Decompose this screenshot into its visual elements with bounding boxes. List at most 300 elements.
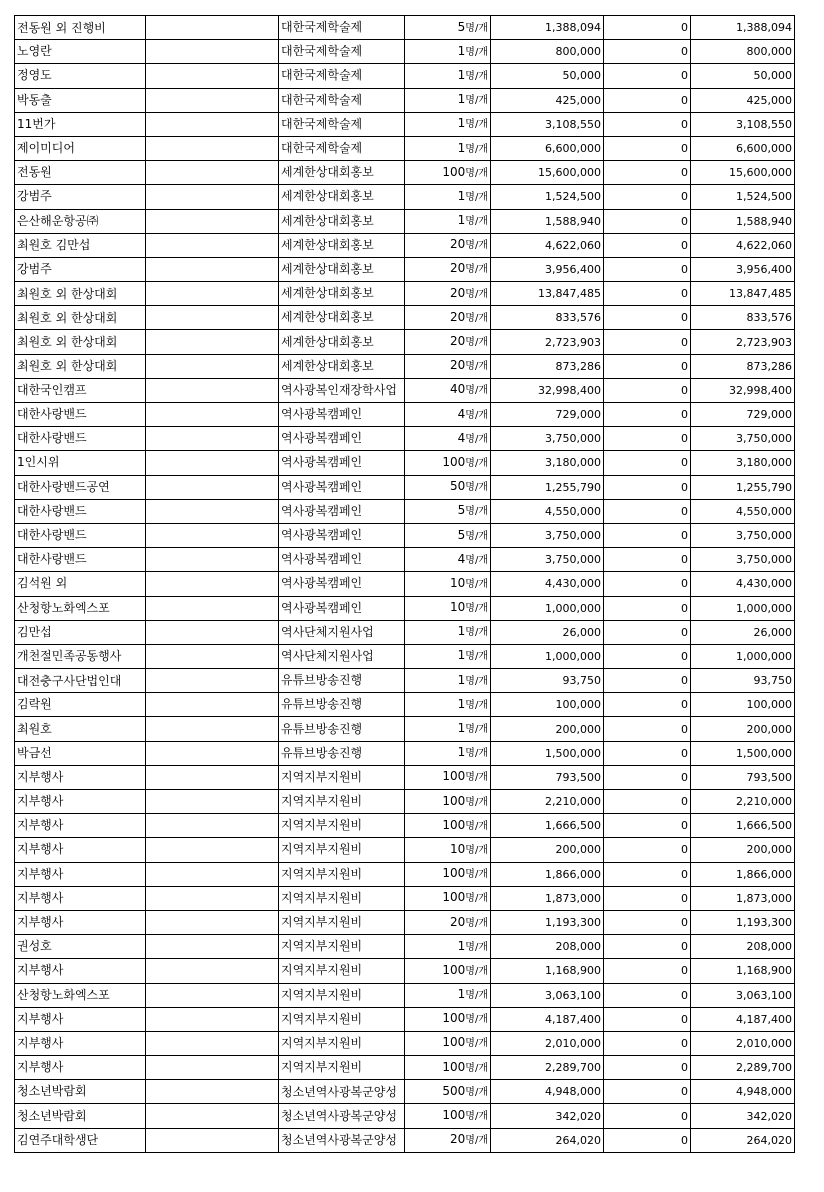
- payee-cell: 지부행사: [15, 910, 146, 934]
- total-cell: 50,000: [691, 64, 795, 88]
- total-cell: 793,500: [691, 765, 795, 789]
- total-cell: 2,289,700: [691, 1056, 795, 1080]
- category-cell: 역사단체지원사업: [279, 644, 405, 668]
- category-cell: 세계한상대회홍보: [279, 161, 405, 185]
- payee-cell: 대전충구사단법인대: [15, 669, 146, 693]
- total-cell: 1,588,940: [691, 209, 795, 233]
- deduction-cell: 0: [604, 161, 691, 185]
- quantity-unit: 명/개: [465, 651, 488, 663]
- payee-cell: 산청항노화엑스포: [15, 596, 146, 620]
- deduction-cell: 0: [604, 910, 691, 934]
- category-cell: 지역지부지원비: [279, 838, 405, 862]
- payee-cell: 대한사랑밴드: [15, 548, 146, 572]
- total-cell: 208,000: [691, 935, 795, 959]
- blank-cell: [146, 282, 279, 306]
- deduction-cell: 0: [604, 620, 691, 644]
- blank-cell: [146, 185, 279, 209]
- category-cell: 지역지부지원비: [279, 983, 405, 1007]
- payee-cell: 김석원 외: [15, 572, 146, 596]
- quantity-unit: 명/개: [465, 337, 488, 349]
- quantity-cell: [405, 403, 491, 427]
- blank-cell: [146, 306, 279, 330]
- amount-cell: 2,723,903: [491, 330, 604, 354]
- quantity-value: 1: [457, 92, 466, 107]
- amount-cell: 93,750: [491, 669, 604, 693]
- total-cell: 1,666,500: [691, 814, 795, 838]
- category-cell: 지역지부지원비: [279, 1031, 405, 1055]
- table-row: [15, 209, 795, 233]
- deduction-cell: 0: [604, 838, 691, 862]
- blank-cell: [146, 741, 279, 765]
- quantity-value: 1: [457, 624, 466, 639]
- blank-cell: [146, 233, 279, 257]
- quantity-cell: [405, 40, 491, 64]
- quantity-cell: [405, 499, 491, 523]
- blank-cell: [146, 378, 279, 402]
- quantity-cell: [405, 1080, 491, 1104]
- quantity-value: 20: [450, 914, 466, 929]
- quantity-unit: 명/개: [465, 433, 488, 445]
- payee-cell: 최원호 외 한상대회: [15, 306, 146, 330]
- total-cell: 833,576: [691, 306, 795, 330]
- amount-cell: 100,000: [491, 693, 604, 717]
- amount-cell: 2,210,000: [491, 790, 604, 814]
- table-row: [15, 910, 795, 934]
- blank-cell: [146, 644, 279, 668]
- quantity-cell: [405, 693, 491, 717]
- category-cell: 역사단체지원사업: [279, 620, 405, 644]
- amount-cell: 3,750,000: [491, 548, 604, 572]
- deduction-cell: 0: [604, 717, 691, 741]
- deduction-cell: 0: [604, 16, 691, 40]
- quantity-unit: 명/개: [465, 554, 488, 566]
- blank-cell: [146, 354, 279, 378]
- category-cell: 유튜브방송진행: [279, 693, 405, 717]
- quantity-value: 100: [442, 962, 466, 977]
- table-row: [15, 814, 795, 838]
- deduction-cell: 0: [604, 257, 691, 281]
- payee-cell: 대한국인캠프: [15, 378, 146, 402]
- blank-cell: [146, 136, 279, 160]
- category-cell: 역사광복캠페인: [279, 596, 405, 620]
- quantity-unit: 명/개: [465, 22, 488, 34]
- total-cell: 2,210,000: [691, 790, 795, 814]
- table-row: [15, 88, 795, 112]
- total-cell: 729,000: [691, 403, 795, 427]
- quantity-cell: [405, 669, 491, 693]
- quantity-unit: 명/개: [465, 288, 488, 300]
- total-cell: 15,600,000: [691, 161, 795, 185]
- category-cell: 대한국제학술제: [279, 112, 405, 136]
- table-row: [15, 282, 795, 306]
- quantity-cell: [405, 814, 491, 838]
- blank-cell: [146, 112, 279, 136]
- total-cell: 93,750: [691, 669, 795, 693]
- deduction-cell: 0: [604, 1056, 691, 1080]
- category-cell: 세계한상대회홍보: [279, 330, 405, 354]
- blank-cell: [146, 88, 279, 112]
- quantity-value: 100: [442, 1011, 466, 1026]
- quantity-cell: [405, 161, 491, 185]
- amount-cell: 800,000: [491, 40, 604, 64]
- quantity-unit: 명/개: [465, 1038, 488, 1050]
- quantity-cell: [405, 572, 491, 596]
- quantity-cell: [405, 910, 491, 934]
- total-cell: 1,000,000: [691, 596, 795, 620]
- deduction-cell: 0: [604, 427, 691, 451]
- blank-cell: [146, 717, 279, 741]
- table-row: [15, 717, 795, 741]
- amount-cell: 15,600,000: [491, 161, 604, 185]
- total-cell: 200,000: [691, 717, 795, 741]
- total-cell: 3,063,100: [691, 983, 795, 1007]
- quantity-value: 1: [457, 987, 466, 1002]
- deduction-cell: 0: [604, 112, 691, 136]
- quantity-unit: 명/개: [465, 385, 488, 397]
- total-cell: 13,847,485: [691, 282, 795, 306]
- quantity-value: 20: [450, 358, 466, 373]
- table-row: [15, 669, 795, 693]
- deduction-cell: 0: [604, 1007, 691, 1031]
- category-cell: 역사광복인재장학사업: [279, 378, 405, 402]
- blank-cell: [146, 16, 279, 40]
- quantity-unit: 명/개: [465, 264, 488, 276]
- blank-cell: [146, 1031, 279, 1055]
- total-cell: 26,000: [691, 620, 795, 644]
- quantity-value: 1: [457, 696, 466, 711]
- quantity-value: 1: [457, 188, 466, 203]
- deduction-cell: 0: [604, 935, 691, 959]
- quantity-unit: 명/개: [465, 70, 488, 82]
- quantity-cell: [405, 838, 491, 862]
- amount-cell: 729,000: [491, 403, 604, 427]
- expense-ledger-table: [14, 15, 795, 1153]
- quantity-unit: 명/개: [465, 869, 488, 881]
- quantity-value: 20: [450, 334, 466, 349]
- total-cell: 3,750,000: [691, 523, 795, 547]
- total-cell: 3,750,000: [691, 427, 795, 451]
- category-cell: 지역지부지원비: [279, 862, 405, 886]
- payee-cell: 노영란: [15, 40, 146, 64]
- blank-cell: [146, 620, 279, 644]
- total-cell: 4,948,000: [691, 1080, 795, 1104]
- blank-cell: [146, 64, 279, 88]
- table-row: [15, 499, 795, 523]
- deduction-cell: 0: [604, 282, 691, 306]
- blank-cell: [146, 693, 279, 717]
- category-cell: 세계한상대회홍보: [279, 257, 405, 281]
- quantity-cell: [405, 596, 491, 620]
- payee-cell: 개천절민족공동행사: [15, 644, 146, 668]
- blank-cell: [146, 257, 279, 281]
- payee-cell: 지부행사: [15, 886, 146, 910]
- payee-cell: 최원호: [15, 717, 146, 741]
- deduction-cell: 0: [604, 765, 691, 789]
- blank-cell: [146, 1080, 279, 1104]
- deduction-cell: 0: [604, 378, 691, 402]
- total-cell: 873,286: [691, 354, 795, 378]
- amount-cell: 3,063,100: [491, 983, 604, 1007]
- category-cell: 대한국제학술제: [279, 136, 405, 160]
- quantity-value: 1: [457, 938, 466, 953]
- total-cell: 100,000: [691, 693, 795, 717]
- payee-cell: 전동원 외 진행비: [15, 16, 146, 40]
- amount-cell: 1,866,000: [491, 862, 604, 886]
- payee-cell: 1인시위: [15, 451, 146, 475]
- table-row: [15, 233, 795, 257]
- deduction-cell: 0: [604, 209, 691, 233]
- quantity-value: 20: [450, 261, 466, 276]
- table-row: [15, 1104, 795, 1128]
- payee-cell: 지부행사: [15, 1007, 146, 1031]
- payee-cell: 최원호 외 한상대회: [15, 282, 146, 306]
- category-cell: 유튜브방송진행: [279, 741, 405, 765]
- quantity-cell: [405, 886, 491, 910]
- quantity-value: 1: [457, 116, 466, 131]
- quantity-cell: [405, 1128, 491, 1152]
- amount-cell: 200,000: [491, 838, 604, 862]
- amount-cell: 26,000: [491, 620, 604, 644]
- amount-cell: 1,000,000: [491, 644, 604, 668]
- deduction-cell: 0: [604, 64, 691, 88]
- quantity-cell: [405, 378, 491, 402]
- blank-cell: [146, 475, 279, 499]
- deduction-cell: 0: [604, 983, 691, 1007]
- quantity-value: 1: [457, 140, 466, 155]
- deduction-cell: 0: [604, 596, 691, 620]
- deduction-cell: 0: [604, 644, 691, 668]
- total-cell: 32,998,400: [691, 378, 795, 402]
- total-cell: 425,000: [691, 88, 795, 112]
- deduction-cell: 0: [604, 669, 691, 693]
- amount-cell: 3,750,000: [491, 427, 604, 451]
- category-cell: 청소년역사광복군양성: [279, 1080, 405, 1104]
- amount-cell: 1,388,094: [491, 16, 604, 40]
- category-cell: 지역지부지원비: [279, 1056, 405, 1080]
- table-row: [15, 790, 795, 814]
- payee-cell: 최원호 외 한상대회: [15, 330, 146, 354]
- deduction-cell: 0: [604, 693, 691, 717]
- payee-cell: 김만섭: [15, 620, 146, 644]
- quantity-unit: 명/개: [465, 46, 488, 58]
- quantity-value: 4: [457, 406, 466, 421]
- total-cell: 200,000: [691, 838, 795, 862]
- amount-cell: 1,524,500: [491, 185, 604, 209]
- quantity-unit: 명/개: [465, 1086, 488, 1098]
- deduction-cell: 0: [604, 403, 691, 427]
- table-row: [15, 959, 795, 983]
- amount-cell: 32,998,400: [491, 378, 604, 402]
- category-cell: 청소년역사광복군양성: [279, 1128, 405, 1152]
- category-cell: 역사광복캠페인: [279, 475, 405, 499]
- amount-cell: 2,289,700: [491, 1056, 604, 1080]
- payee-cell: 대한사랑밴드: [15, 499, 146, 523]
- blank-cell: [146, 330, 279, 354]
- total-cell: 800,000: [691, 40, 795, 64]
- blank-cell: [146, 572, 279, 596]
- deduction-cell: 0: [604, 330, 691, 354]
- amount-cell: 50,000: [491, 64, 604, 88]
- deduction-cell: 0: [604, 548, 691, 572]
- amount-cell: 1,500,000: [491, 741, 604, 765]
- blank-cell: [146, 765, 279, 789]
- amount-cell: 1,255,790: [491, 475, 604, 499]
- quantity-value: 500: [442, 1083, 466, 1098]
- total-cell: 2,723,903: [691, 330, 795, 354]
- table-row: [15, 185, 795, 209]
- deduction-cell: 0: [604, 1080, 691, 1104]
- deduction-cell: 0: [604, 136, 691, 160]
- blank-cell: [146, 40, 279, 64]
- table-row: [15, 1080, 795, 1104]
- payee-cell: 전동원: [15, 161, 146, 185]
- amount-cell: 4,430,000: [491, 572, 604, 596]
- total-cell: 2,010,000: [691, 1031, 795, 1055]
- quantity-unit: 명/개: [465, 893, 488, 905]
- blank-cell: [146, 1128, 279, 1152]
- category-cell: 대한국제학술제: [279, 40, 405, 64]
- quantity-unit: 명/개: [465, 95, 488, 107]
- category-cell: 지역지부지원비: [279, 886, 405, 910]
- blank-cell: [146, 596, 279, 620]
- quantity-value: 1: [457, 721, 466, 736]
- category-cell: 지역지부지원비: [279, 790, 405, 814]
- quantity-unit: 명/개: [465, 167, 488, 179]
- quantity-unit: 명/개: [465, 482, 488, 494]
- total-cell: 1,500,000: [691, 741, 795, 765]
- blank-cell: [146, 403, 279, 427]
- deduction-cell: 0: [604, 1128, 691, 1152]
- table-row: [15, 741, 795, 765]
- quantity-cell: [405, 620, 491, 644]
- payee-cell: 대한사랑밴드공연: [15, 475, 146, 499]
- category-cell: 대한국제학술제: [279, 88, 405, 112]
- deduction-cell: 0: [604, 40, 691, 64]
- quantity-cell: [405, 959, 491, 983]
- table-row: [15, 40, 795, 64]
- table-row: [15, 112, 795, 136]
- amount-cell: 6,600,000: [491, 136, 604, 160]
- quantity-cell: [405, 935, 491, 959]
- table-row: [15, 403, 795, 427]
- blank-cell: [146, 935, 279, 959]
- quantity-value: 100: [442, 454, 466, 469]
- total-cell: 1,388,094: [691, 16, 795, 40]
- quantity-value: 20: [450, 285, 466, 300]
- deduction-cell: 0: [604, 959, 691, 983]
- payee-cell: 박금선: [15, 741, 146, 765]
- total-cell: 6,600,000: [691, 136, 795, 160]
- quantity-cell: [405, 282, 491, 306]
- quantity-value: 100: [442, 1059, 466, 1074]
- quantity-unit: 명/개: [465, 724, 488, 736]
- amount-cell: 4,622,060: [491, 233, 604, 257]
- quantity-value: 4: [457, 430, 466, 445]
- amount-cell: 264,020: [491, 1128, 604, 1152]
- category-cell: 지역지부지원비: [279, 935, 405, 959]
- table-row: [15, 64, 795, 88]
- category-cell: 유튜브방송진행: [279, 669, 405, 693]
- total-cell: 1,000,000: [691, 644, 795, 668]
- quantity-cell: [405, 717, 491, 741]
- quantity-value: 1: [457, 672, 466, 687]
- quantity-value: 50: [450, 479, 466, 494]
- table-row: [15, 935, 795, 959]
- blank-cell: [146, 523, 279, 547]
- deduction-cell: 0: [604, 233, 691, 257]
- quantity-value: 100: [442, 793, 466, 808]
- deduction-cell: 0: [604, 886, 691, 910]
- blank-cell: [146, 910, 279, 934]
- category-cell: 지역지부지원비: [279, 814, 405, 838]
- quantity-unit: 명/개: [465, 1111, 488, 1123]
- table-row: [15, 1128, 795, 1152]
- amount-cell: 4,948,000: [491, 1080, 604, 1104]
- quantity-unit: 명/개: [465, 312, 488, 324]
- deduction-cell: 0: [604, 572, 691, 596]
- payee-cell: 강범주: [15, 185, 146, 209]
- amount-cell: 1,168,900: [491, 959, 604, 983]
- payee-cell: 최원호 외 한상대회: [15, 354, 146, 378]
- deduction-cell: 0: [604, 523, 691, 547]
- quantity-unit: 명/개: [465, 699, 488, 711]
- quantity-value: 100: [442, 866, 466, 881]
- blank-cell: [146, 1104, 279, 1128]
- quantity-unit: 명/개: [465, 1135, 488, 1147]
- quantity-cell: [405, 765, 491, 789]
- amount-cell: 1,000,000: [491, 596, 604, 620]
- category-cell: 세계한상대회홍보: [279, 354, 405, 378]
- quantity-value: 100: [442, 1108, 466, 1123]
- blank-cell: [146, 959, 279, 983]
- payee-cell: 박동출: [15, 88, 146, 112]
- quantity-cell: [405, 548, 491, 572]
- amount-cell: 3,108,550: [491, 112, 604, 136]
- payee-cell: 지부행사: [15, 814, 146, 838]
- total-cell: 1,193,300: [691, 910, 795, 934]
- total-cell: 4,622,060: [691, 233, 795, 257]
- payee-cell: 대한사랑밴드: [15, 403, 146, 427]
- category-cell: 대한국제학술제: [279, 16, 405, 40]
- total-cell: 4,187,400: [691, 1007, 795, 1031]
- deduction-cell: 0: [604, 475, 691, 499]
- table-row: [15, 306, 795, 330]
- quantity-unit: 명/개: [465, 240, 488, 252]
- payee-cell: 권성호: [15, 935, 146, 959]
- amount-cell: 3,180,000: [491, 451, 604, 475]
- category-cell: 유튜브방송진행: [279, 717, 405, 741]
- table-row: [15, 1031, 795, 1055]
- payee-cell: 산청항노화엑스포: [15, 983, 146, 1007]
- quantity-value: 5: [457, 503, 466, 518]
- quantity-cell: [405, 257, 491, 281]
- blank-cell: [146, 790, 279, 814]
- quantity-cell: [405, 1031, 491, 1055]
- blank-cell: [146, 1007, 279, 1031]
- quantity-cell: [405, 644, 491, 668]
- blank-cell: [146, 548, 279, 572]
- amount-cell: 1,666,500: [491, 814, 604, 838]
- blank-cell: [146, 451, 279, 475]
- quantity-cell: [405, 112, 491, 136]
- deduction-cell: 0: [604, 814, 691, 838]
- quantity-cell: [405, 209, 491, 233]
- blank-cell: [146, 814, 279, 838]
- total-cell: 3,750,000: [691, 548, 795, 572]
- category-cell: 역사광복캠페인: [279, 572, 405, 596]
- quantity-cell: [405, 790, 491, 814]
- total-cell: 4,550,000: [691, 499, 795, 523]
